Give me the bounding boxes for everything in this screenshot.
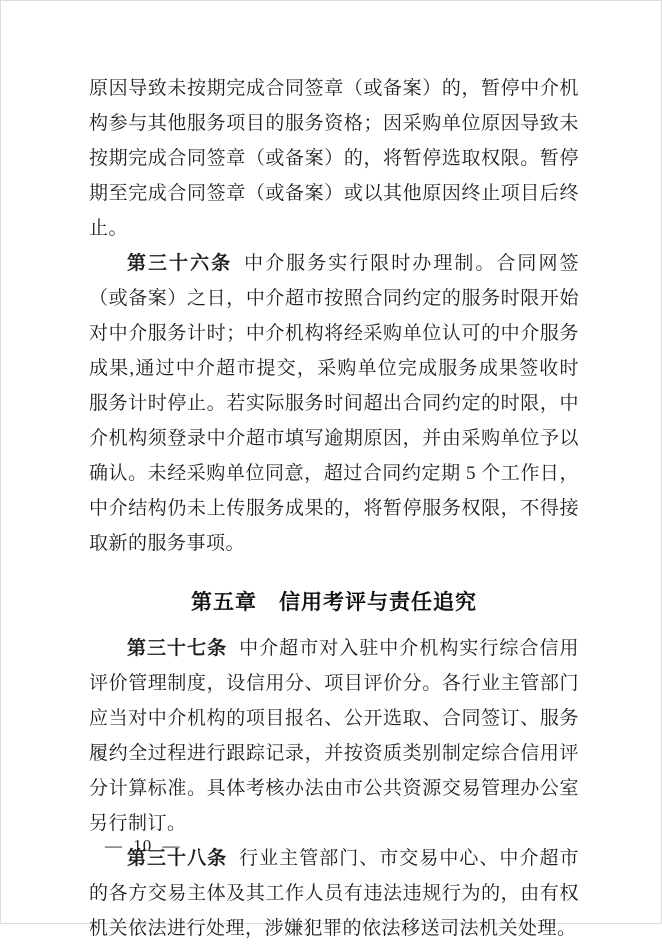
chapter-5-heading: 第五章 信用考评与责任追究 bbox=[191, 591, 477, 614]
article-38-text: 行业主管部门、市交易中心、中介超市的各方交易主体及其工作人员有违法违规行为的，由有权机关依法进行处理，涉嫌犯罪的依法移送司法机关处理。 bbox=[89, 848, 579, 939]
article-36-label: 第三十六条 bbox=[127, 253, 233, 274]
page-number: — 10 — bbox=[105, 836, 181, 855]
article-37-paragraph bbox=[89, 631, 579, 841]
continuation-paragraph: 原因导致未按期完成合同签章（或备案）的，暂停中介机构参与其他服务项目的服务资格；因采购单位原因导致未按期完成合同签章（或备案）的，将暂停选取权限。暂停期至完成合同签章（或备案）或以其他原因终止项目后终止。 bbox=[89, 78, 579, 239]
article-37-label: 第三十七条 bbox=[127, 638, 228, 659]
article-36-text: 中介服务实行限时办理制。合同网签（或备案）之日，中介超市按照合同约定的服务时限开始对中介服务计时；中介机构将经采购单位认可的中介服务成果,通过中介超市提交，采购单位完成服务成果签收时服务计时停止。若实际服务时间超出合同约定的时限，中介机构须登录中介超市填写逾期原因，并由采购单位予以确认。未经采购单位同意，超过合同约定期 5 个工作日，中介结构仍未上传服务成果的，将暂停服务权限，不得接取新的服务事项。 bbox=[89, 253, 579, 554]
article-36-paragraph bbox=[89, 246, 579, 561]
article-37-text: 中介超市对入驻中介机构实行综合信用评价管理制度，设信用分、项目评价分。各行业主管部门应当对中介机构的项目报名、公开选取、合同签订、服务履约全过程进行跟踪记录，并按资质类别制定综合信用评分计算标准。具体考核办法由市公共资源交易管理办公室另行制订。 bbox=[89, 638, 579, 834]
document-text-block bbox=[89, 71, 579, 946]
article-38-label: 第三十八条 bbox=[127, 848, 228, 869]
